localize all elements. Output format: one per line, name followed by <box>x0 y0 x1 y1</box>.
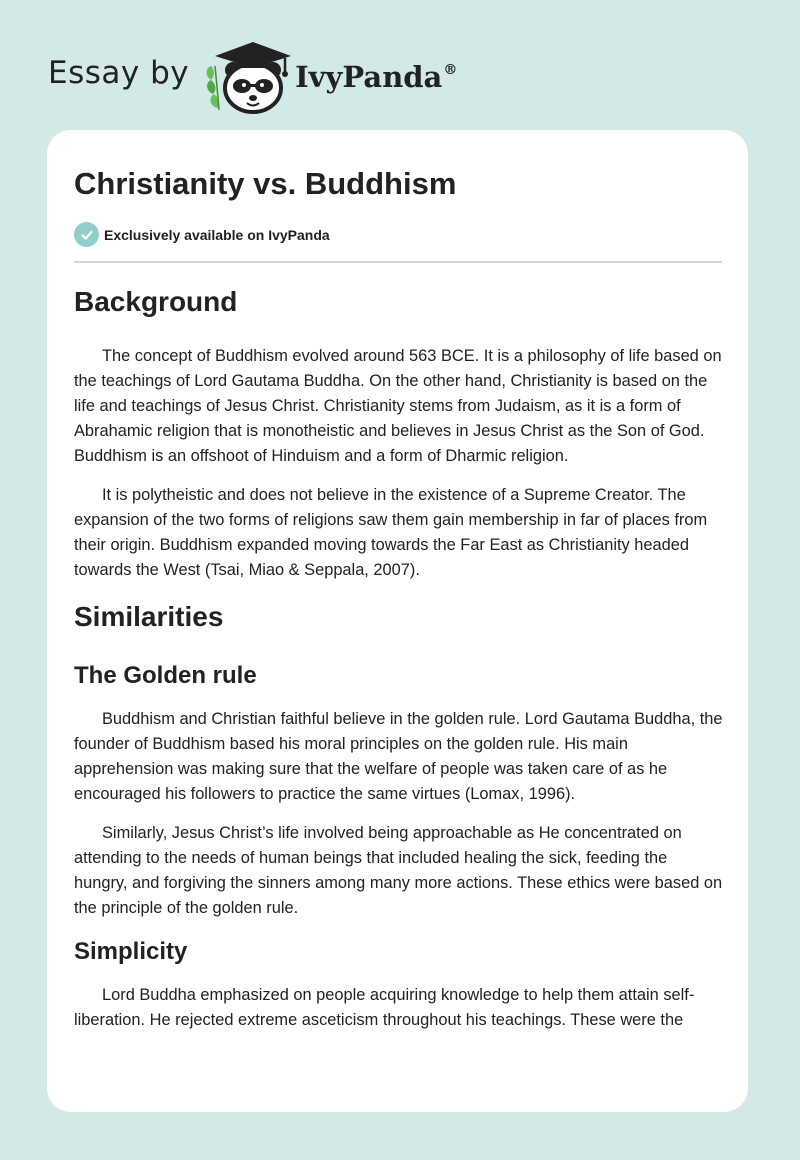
essay-card <box>47 130 748 1112</box>
paragraph: It is polytheistic and does not believe in the existence of a Supreme Creator. The expansion of the two forms of religions saw them gain membership in far of places from their origin. Buddhism expanded moving towards the Far East as Christianity headed towards the West (Tsai, Miao & Seppala, 2007). <box>74 486 708 579</box>
site-header <box>48 36 457 116</box>
essay-by-label: Essay by <box>48 55 190 91</box>
subsection-heading-golden-rule: The Golden rule <box>74 662 257 689</box>
exclusive-badge <box>74 222 330 247</box>
brand-name-text: IvyPanda <box>295 60 443 94</box>
essay-title: Christianity vs. Buddhism <box>74 166 457 201</box>
paragraph: Buddhism and Christian faithful believe in the golden rule. Lord Gautama Buddha, the founder of Buddhism based his moral principles on the golden rule. His main apprehension was making sure that the welfare of people was taken care of as he encouraged his followers to practice the same virtues (Lomax, 1996). <box>74 710 723 803</box>
panda-logo-icon[interactable] <box>203 36 303 116</box>
checkmark-icon <box>74 222 99 247</box>
title-divider <box>74 261 722 263</box>
brand-name[interactable] <box>295 60 457 94</box>
essay-body <box>74 282 724 1047</box>
trademark-symbol: ® <box>443 62 458 78</box>
exclusive-badge-label: Exclusively available on IvyPanda <box>104 226 330 243</box>
section-heading-similarities: Similarities <box>74 601 224 632</box>
subsection-heading-simplicity: Simplicity <box>74 938 188 965</box>
section-heading-background: Background <box>74 286 238 317</box>
paragraph: Lord Buddha emphasized on people acquiring knowledge to help them attain self-liberation. He rejected extreme asceticism throughout his teachings. These were the <box>74 986 695 1029</box>
paragraph: Similarly, Jesus Christ’s life involved being approachable as He concentrated on attending to the needs of human beings that included healing the sick, feeding the hungry, and forgiving the sinners among many more actions. These ethics were based on the principle of the golden rule. <box>74 824 723 917</box>
paragraph: The concept of Buddhism evolved around 563 BCE. It is a philosophy of life based on the teachings of Lord Gautama Buddha. On the other hand, Christianity is based on the life and teachings of Jesus Christ. Christianity stems from Judaism, as it is a form of Abrahamic religion that is monotheistic and believes in Jesus Christ as the Son of God. Buddhism is an offshoot of Hinduism and a form of Dharmic religion. <box>74 347 722 465</box>
